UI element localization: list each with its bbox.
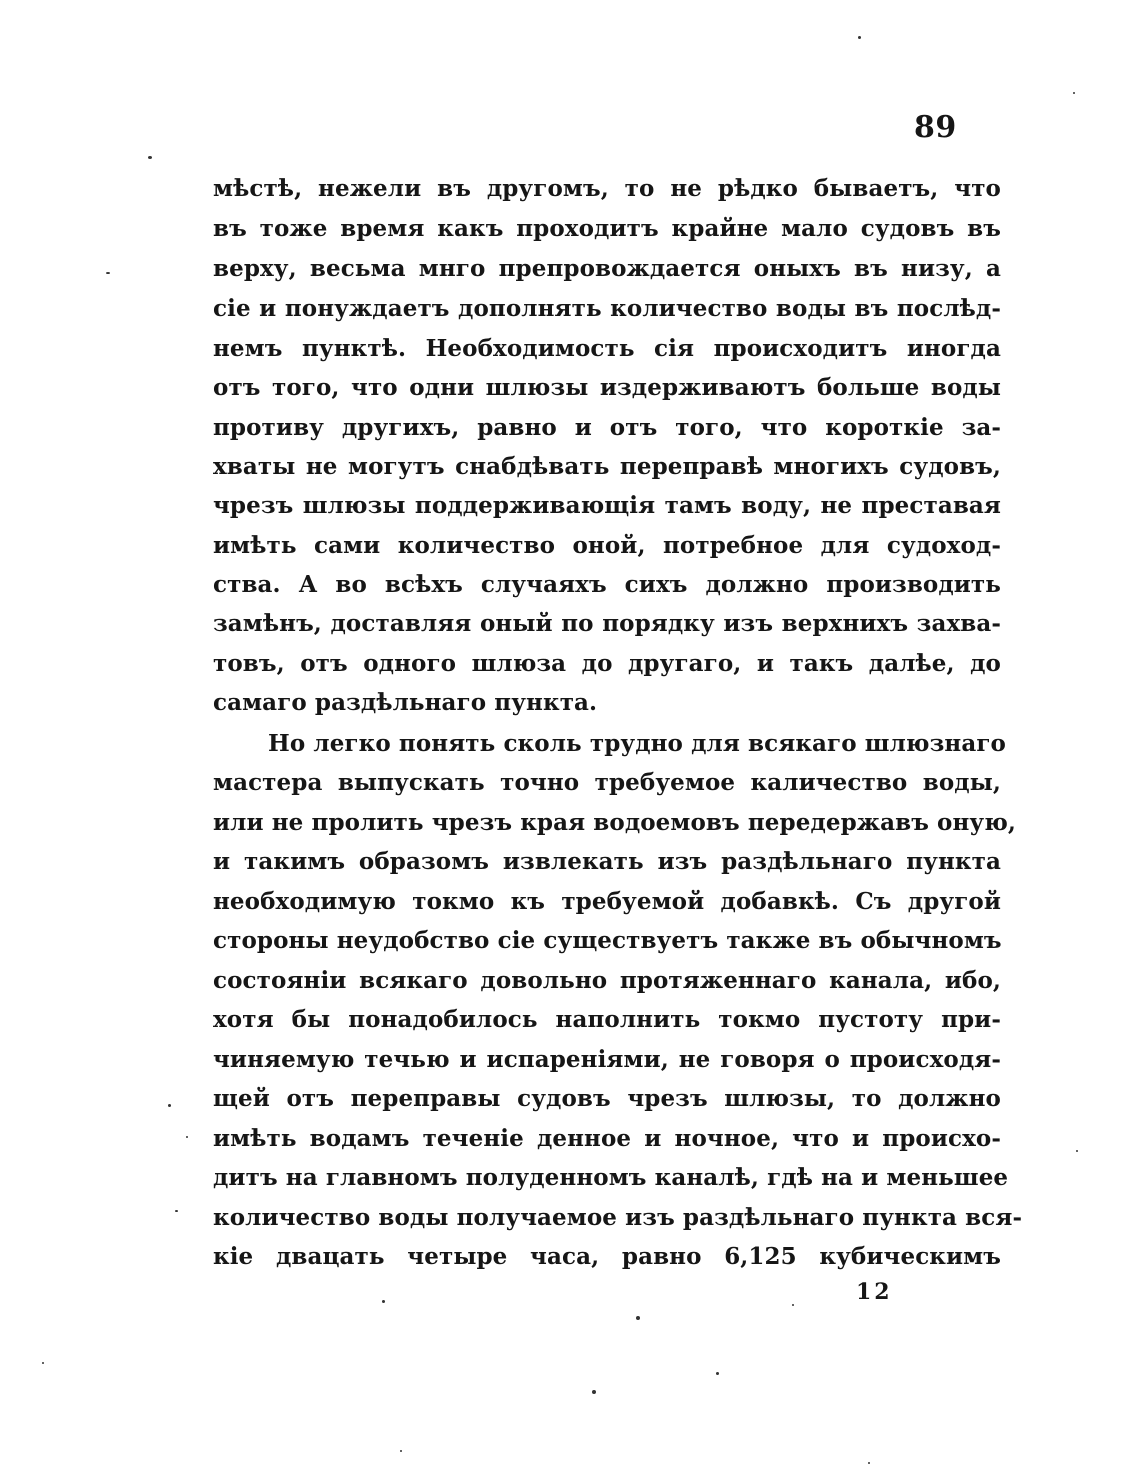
print-speck	[792, 1304, 794, 1306]
print-speck	[592, 1390, 596, 1394]
text-line: необходимую токмо къ требуемой добавкѣ. Съ другой	[213, 888, 1001, 915]
text-line: верху, весьма мнго препровождается оныхъ въ низу, а	[213, 255, 1001, 282]
print-speck	[1073, 92, 1075, 94]
print-speck	[716, 1372, 719, 1375]
text-line: противу другихъ, равно и отъ того, что короткіе за-	[213, 414, 1001, 441]
text-line: чиняемую течью и испареніями, не говоря о происходя-	[213, 1046, 1001, 1073]
text-line: ства. А во всѣхъ случаяхъ сихъ должно производить	[213, 571, 1001, 598]
text-line: мастера выпускать точно требуемое каличество воды,	[213, 769, 1001, 796]
print-speck	[168, 1104, 171, 1107]
text-line: мѣстѣ, нежели въ другомъ, то не рѣдко бываетъ, что	[213, 175, 1001, 202]
print-speck	[382, 1300, 385, 1303]
text-line: имѣть сами количество оной, потребное для судоход-	[213, 532, 1001, 559]
text-line: и такимъ образомъ извлекать изъ раздѣльнаго пункта	[213, 848, 1001, 875]
text-line: сіе и понуждаетъ дополнять количество воды въ послѣд-	[213, 295, 1001, 322]
text-line: самаго раздѣльнаго пункта.	[213, 689, 598, 716]
print-speck	[400, 1450, 402, 1452]
print-speck	[175, 1210, 178, 1212]
print-speck	[148, 156, 152, 159]
text-line: товъ, отъ одного шлюза до другаго, и такъ далѣе, до	[213, 650, 1001, 677]
text-line: кіе двацать четыре часа, равно 6,125 кубическимъ	[213, 1243, 1001, 1270]
page-number: 89	[914, 110, 957, 145]
text-line: хотя бы понадобилось наполнить токмо пустоту при-	[213, 1006, 1001, 1033]
print-speck	[868, 1462, 870, 1464]
text-line: имѣть водамъ теченіе денное и ночное, что и происхо-	[213, 1125, 1001, 1152]
text-line: немъ пунктѣ. Необходимость сія происходитъ иногда	[213, 335, 1001, 362]
text-line: чрезъ шлюзы поддерживающія тамъ воду, не преставая	[213, 492, 1001, 519]
print-speck	[1076, 1150, 1078, 1152]
text-line: въ тоже время какъ проходитъ крайне мало судовъ въ	[213, 215, 1001, 242]
text-line: хваты не могутъ снабдѣвать переправѣ многихъ судовъ,	[213, 453, 1001, 480]
print-speck	[42, 1362, 44, 1364]
text-line: отъ того, что одни шлюзы издерживаютъ больше воды	[213, 374, 1001, 401]
text-line: или не пролить чрезъ края водоемовъ передержавъ оную,	[213, 809, 1017, 836]
text-line: дитъ на главномъ полуденномъ каналѣ, гдѣ на и меньшее	[213, 1164, 1009, 1191]
print-speck	[106, 272, 110, 274]
text-line: Но легко понять сколь трудно для всякаго шлюзнаго	[268, 730, 1006, 757]
print-speck	[186, 1136, 188, 1138]
print-speck	[858, 36, 861, 39]
text-line: количество воды получаемое изъ раздѣльнаго пункта вся-	[213, 1204, 1023, 1231]
text-line: щей отъ переправы судовъ чрезъ шлюзы, то должно	[213, 1085, 1001, 1112]
signature-mark: 12	[856, 1279, 893, 1305]
text-line: замѣнъ, доставляя оный по порядку изъ верхнихъ захва-	[213, 610, 1001, 637]
text-line: состояніи всякаго довольно протяженнаго канала, ибо,	[213, 967, 1001, 994]
print-speck	[636, 1316, 640, 1320]
text-line: стороны неудобство сіе существуетъ также въ обычномъ	[213, 927, 1002, 954]
